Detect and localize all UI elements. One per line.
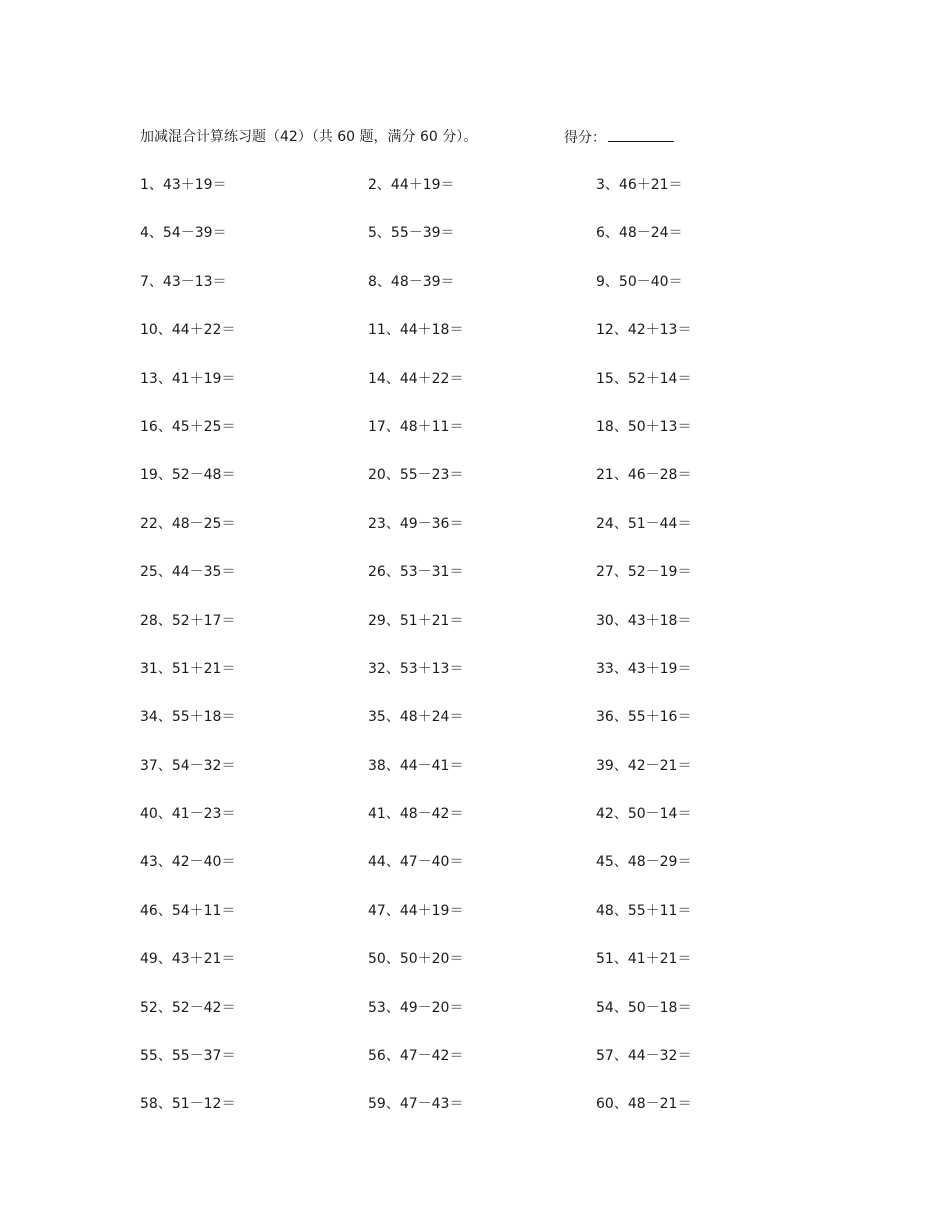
problem-item: 53、49－20＝: [368, 999, 464, 1016]
problem-item: 5、55－39＝: [368, 225, 455, 242]
problem-item: 44、47－40＝: [368, 854, 464, 871]
score-label: 得分：: [564, 130, 606, 146]
problem-item: 2、44＋19＝: [368, 177, 455, 193]
problem-item: 32、53＋13＝: [368, 660, 464, 677]
problem-item: 4、54－39＝: [140, 225, 227, 242]
problem-item: 33、43＋19＝: [596, 660, 692, 677]
problem-item: 36、55＋16＝: [596, 709, 692, 726]
problem-item: 57、44－32＝: [596, 1048, 692, 1065]
problem-item: 1、43＋19＝: [140, 177, 227, 193]
problem-item: 40、41－23＝: [140, 806, 236, 823]
problem-item: 6、48－24＝: [596, 225, 683, 242]
problem-item: 27、52－19＝: [596, 564, 692, 581]
problem-item: 24、51－44＝: [596, 515, 692, 532]
problem-item: 45、48－29＝: [596, 854, 692, 871]
problem-item: 28、52＋17＝: [140, 612, 236, 629]
problem-item: 19、52－48＝: [140, 467, 236, 484]
worksheet-header: [140, 126, 760, 148]
problem-item: 9、50－40＝: [596, 273, 683, 290]
problem-item: 17、48＋11＝: [368, 418, 464, 435]
problem-item: 30、43＋18＝: [596, 612, 692, 629]
problem-item: 20、55－23＝: [368, 467, 464, 484]
problem-item: 56、47－42＝: [368, 1048, 464, 1065]
problem-item: 15、52＋14＝: [596, 370, 692, 387]
problem-item: 50、50＋20＝: [368, 951, 464, 968]
problem-item: 7、43－13＝: [140, 273, 227, 290]
problem-item: 39、42－21＝: [596, 757, 692, 774]
problem-item: 31、51＋21＝: [140, 660, 236, 677]
score-blank-line[interactable]: [608, 126, 674, 142]
problem-item: 11、44＋18＝: [368, 322, 464, 339]
problem-item: 54、50－18＝: [596, 999, 692, 1016]
problem-item: 10、44＋22＝: [140, 322, 236, 339]
problem-item: 26、53－31＝: [368, 564, 464, 581]
problem-item: 37、54－32＝: [140, 757, 236, 774]
problem-item: 46、54＋11＝: [140, 902, 236, 919]
problem-item: 51、41＋21＝: [596, 951, 692, 968]
problem-item: 22、48－25＝: [140, 515, 236, 532]
problem-grid: [140, 174, 760, 1142]
problem-item: 47、44＋19＝: [368, 902, 464, 919]
problem-item: 21、46－28＝: [596, 467, 692, 484]
problem-item: 49、43＋21＝: [140, 951, 236, 968]
problem-item: 29、51＋21＝: [368, 612, 464, 629]
problem-item: 38、44－41＝: [368, 757, 464, 774]
problem-item: 60、48－21＝: [596, 1096, 692, 1113]
problem-item: 59、47－43＝: [368, 1096, 464, 1113]
problem-item: 35、48＋24＝: [368, 709, 464, 726]
problem-item: 48、55＋11＝: [596, 902, 692, 919]
problem-item: 12、42＋13＝: [596, 322, 692, 339]
score-field: [564, 126, 674, 149]
problem-item: 18、50＋13＝: [596, 418, 692, 435]
problem-item: 55、55－37＝: [140, 1048, 236, 1065]
problem-item: 13、41＋19＝: [140, 370, 236, 387]
problem-item: 34、55＋18＝: [140, 709, 236, 726]
problem-item: 58、51－12＝: [140, 1096, 236, 1113]
problem-item: 8、48－39＝: [368, 273, 455, 290]
problem-item: 52、52－42＝: [140, 999, 236, 1016]
problem-item: 23、49－36＝: [368, 515, 464, 532]
problem-item: 43、42－40＝: [140, 854, 236, 871]
problem-item: 16、45＋25＝: [140, 418, 236, 435]
problem-item: 3、46＋21＝: [596, 177, 683, 193]
worksheet-title: 加减混合计算练习题（42）（共 60 题，满分 60 分）。: [140, 129, 478, 145]
problem-item: 42、50－14＝: [596, 806, 692, 823]
problem-item: 14、44＋22＝: [368, 370, 464, 387]
problem-item: 25、44－35＝: [140, 564, 236, 581]
problem-item: 41、48－42＝: [368, 806, 464, 823]
